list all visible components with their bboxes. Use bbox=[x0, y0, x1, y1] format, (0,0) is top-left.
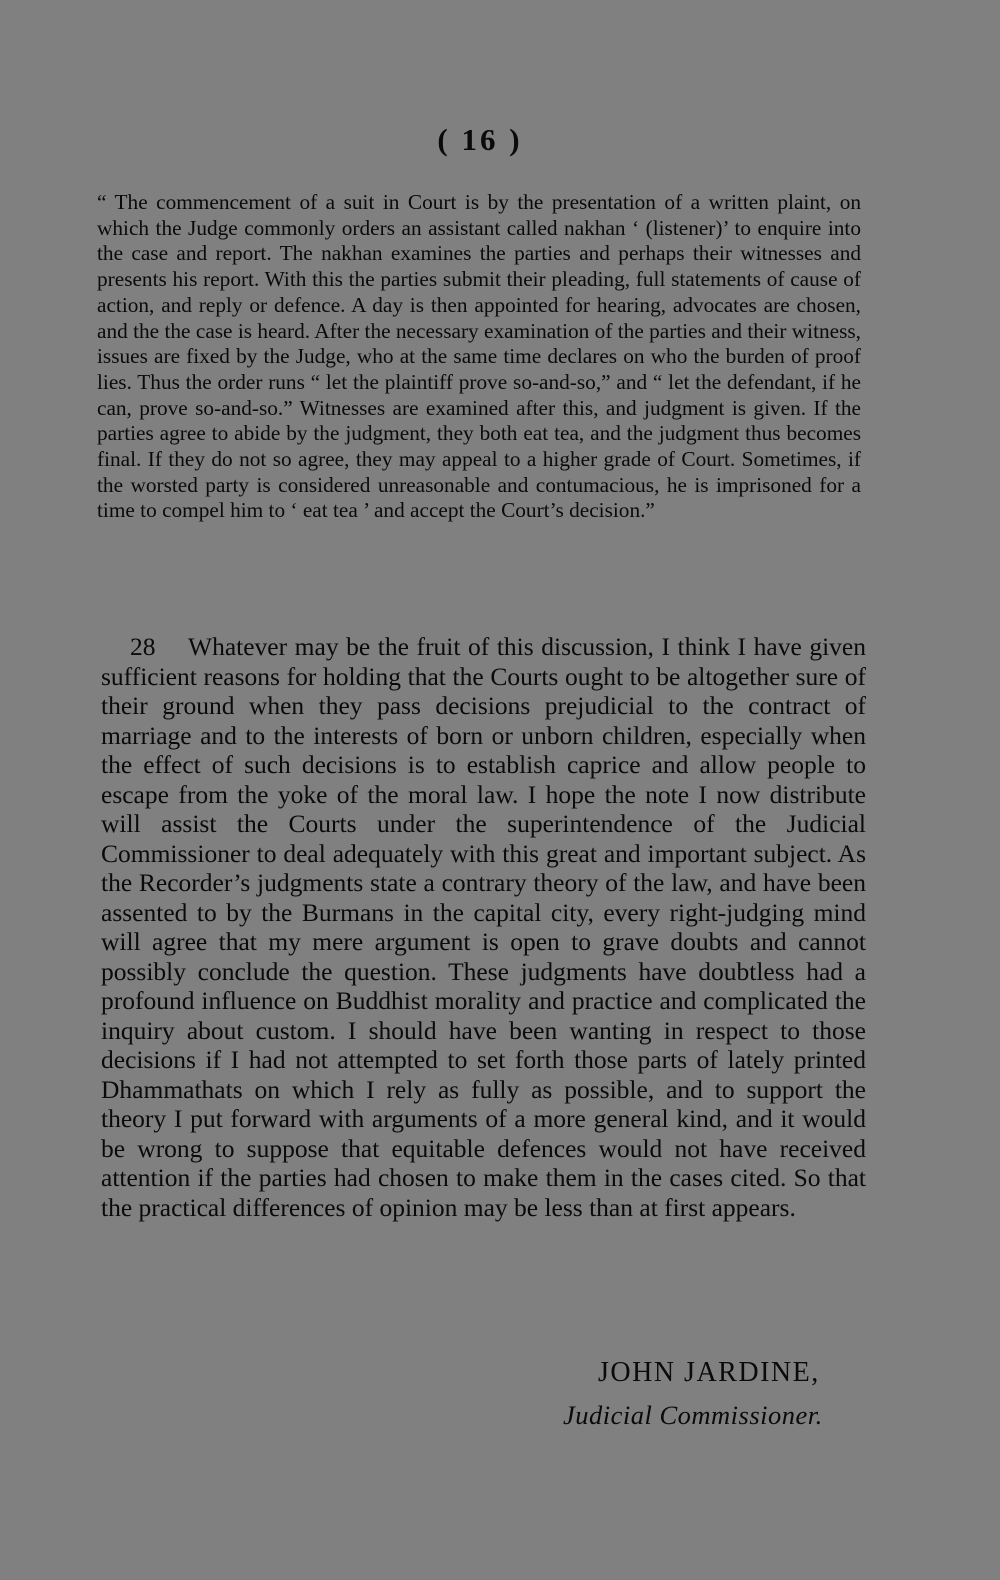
paragraph-text: Whatever may be the fruit of this discussion, I think I have given sufficient reasons for holding that the Courts ought to be altogether sure of their ground when they pass decisions prejudicial to the contract of marriage and to the interests of born or unborn children, especially when the effect of such decisions is to establish caprice and allow people to escape from the yoke of the moral law. I hope the note I now distribute will assist the Courts under the superintendence of the Judicial Commissioner to deal adequately with this great and important subject. As the Recorder’s judgments state a contrary theory of the law, and have been assented to by the Burmans in the capital city, every right-judging mind will agree that my mere argument is open to grave doubts and cannot possibly conclude the question. These judgments have doubtless had a profound influence on Buddhist morality and practice and complicated the inquiry about custom. I should have been wanting in respect to those decisions if I had not attempted to set forth those parts of lately printed Dhammathats on which I rely as fully as possible, and to support the theory I put forward with arguments of a more general kind, and it would be wrong to suppose that equitable defences would not have received attention if the parties had chosen to make them in the cases cited. So that the practical differences of opinion may be less than at first appears. bbox=[101, 632, 866, 1222]
signature-name: JOHN JARDINE, bbox=[598, 1357, 820, 1388]
quoted-passage: “ The commencement of a suit in Court is by the presentation of a written plaint, on which the Judge commonly orders an assistant called nakhan ‘ (listener)’ to enquire into the case and report. The nakhan examines the parties and perhaps their witnesses and presents his report. With this the parties submit their pleading, full statements of cause of action, and reply or defence. A day is then appointed for hearing, advocates are chosen, and the the case is heard. After the necessary examination of the parties and their witness, issues are fixed by the Judge, who at the same time declares on who the burden of proof lies. Thus the order runs “ let the plaintiff prove so-and-so,” and “ let the defendant, if he can, prove so-and-so.” Witnesses are examined after this, and judgment is given. If the parties agree to abide by the judgment, they both eat tea, and the judgment thus becomes final. If they do not so agree, they may appeal to a higher grade of Court. Sometimes, if the worsted party is considered unreasonable and contumacious, he is imprisoned for a time to compel him to ‘ eat tea ’ and accept the Court’s decision.” bbox=[97, 190, 861, 523]
signature-title: Judicial Commissioner. bbox=[563, 1400, 823, 1430]
paragraph-28 bbox=[101, 632, 866, 1222]
page-number: ( 16 ) bbox=[437, 122, 523, 157]
paragraph-number: 28 bbox=[130, 632, 156, 661]
